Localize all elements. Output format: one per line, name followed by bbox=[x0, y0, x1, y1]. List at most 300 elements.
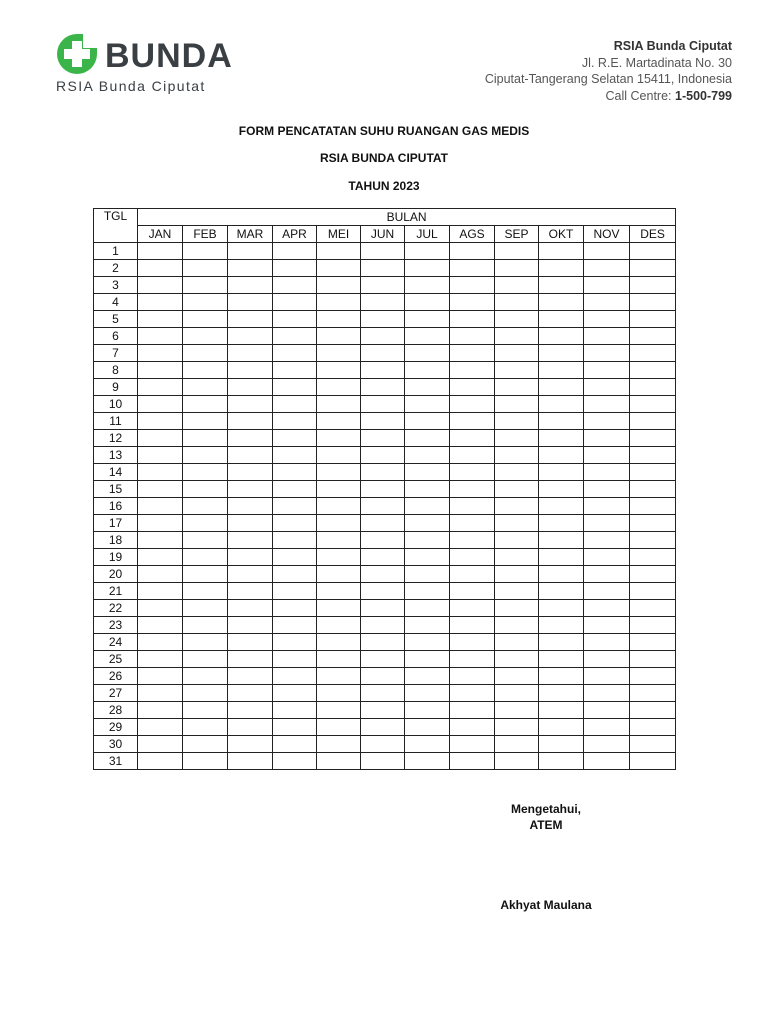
temperature-entry-cell[interactable] bbox=[405, 600, 450, 617]
temperature-entry-cell[interactable] bbox=[273, 566, 317, 583]
temperature-entry-cell[interactable] bbox=[361, 294, 405, 311]
temperature-entry-cell[interactable] bbox=[495, 396, 539, 413]
temperature-entry-cell[interactable] bbox=[450, 328, 495, 345]
temperature-entry-cell[interactable] bbox=[183, 396, 228, 413]
temperature-entry-cell[interactable] bbox=[138, 481, 183, 498]
temperature-entry-cell[interactable] bbox=[317, 583, 361, 600]
temperature-entry-cell[interactable] bbox=[584, 311, 630, 328]
temperature-entry-cell[interactable] bbox=[539, 396, 584, 413]
temperature-entry-cell[interactable] bbox=[138, 685, 183, 702]
temperature-entry-cell[interactable] bbox=[630, 345, 676, 362]
temperature-entry-cell[interactable] bbox=[361, 260, 405, 277]
temperature-entry-cell[interactable] bbox=[138, 702, 183, 719]
temperature-entry-cell[interactable] bbox=[273, 617, 317, 634]
temperature-entry-cell[interactable] bbox=[183, 753, 228, 770]
temperature-entry-cell[interactable] bbox=[183, 243, 228, 260]
temperature-entry-cell[interactable] bbox=[317, 396, 361, 413]
temperature-entry-cell[interactable] bbox=[361, 532, 405, 549]
temperature-entry-cell[interactable] bbox=[495, 753, 539, 770]
temperature-entry-cell[interactable] bbox=[495, 634, 539, 651]
temperature-entry-cell[interactable] bbox=[405, 464, 450, 481]
temperature-entry-cell[interactable] bbox=[584, 719, 630, 736]
temperature-entry-cell[interactable] bbox=[361, 685, 405, 702]
temperature-entry-cell[interactable] bbox=[273, 311, 317, 328]
temperature-entry-cell[interactable] bbox=[138, 549, 183, 566]
temperature-entry-cell[interactable] bbox=[539, 600, 584, 617]
temperature-entry-cell[interactable] bbox=[183, 532, 228, 549]
temperature-entry-cell[interactable] bbox=[317, 753, 361, 770]
temperature-entry-cell[interactable] bbox=[361, 634, 405, 651]
temperature-entry-cell[interactable] bbox=[539, 617, 584, 634]
temperature-entry-cell[interactable] bbox=[584, 702, 630, 719]
temperature-entry-cell[interactable] bbox=[361, 362, 405, 379]
temperature-entry-cell[interactable] bbox=[495, 328, 539, 345]
temperature-entry-cell[interactable] bbox=[450, 515, 495, 532]
temperature-entry-cell[interactable] bbox=[317, 413, 361, 430]
temperature-entry-cell[interactable] bbox=[317, 702, 361, 719]
temperature-entry-cell[interactable] bbox=[317, 430, 361, 447]
temperature-entry-cell[interactable] bbox=[584, 464, 630, 481]
temperature-entry-cell[interactable] bbox=[630, 362, 676, 379]
temperature-entry-cell[interactable] bbox=[539, 345, 584, 362]
temperature-entry-cell[interactable] bbox=[539, 532, 584, 549]
temperature-entry-cell[interactable] bbox=[450, 668, 495, 685]
temperature-entry-cell[interactable] bbox=[138, 719, 183, 736]
temperature-entry-cell[interactable] bbox=[495, 651, 539, 668]
temperature-entry-cell[interactable] bbox=[138, 634, 183, 651]
temperature-entry-cell[interactable] bbox=[138, 566, 183, 583]
temperature-entry-cell[interactable] bbox=[584, 685, 630, 702]
temperature-entry-cell[interactable] bbox=[539, 702, 584, 719]
temperature-entry-cell[interactable] bbox=[630, 668, 676, 685]
temperature-entry-cell[interactable] bbox=[138, 379, 183, 396]
temperature-entry-cell[interactable] bbox=[138, 617, 183, 634]
temperature-entry-cell[interactable] bbox=[273, 583, 317, 600]
temperature-entry-cell[interactable] bbox=[495, 430, 539, 447]
temperature-entry-cell[interactable] bbox=[228, 600, 273, 617]
temperature-entry-cell[interactable] bbox=[138, 736, 183, 753]
temperature-entry-cell[interactable] bbox=[450, 566, 495, 583]
temperature-entry-cell[interactable] bbox=[584, 413, 630, 430]
temperature-entry-cell[interactable] bbox=[183, 430, 228, 447]
temperature-entry-cell[interactable] bbox=[183, 583, 228, 600]
temperature-entry-cell[interactable] bbox=[539, 685, 584, 702]
temperature-entry-cell[interactable] bbox=[138, 362, 183, 379]
temperature-entry-cell[interactable] bbox=[630, 294, 676, 311]
temperature-entry-cell[interactable] bbox=[495, 243, 539, 260]
temperature-entry-cell[interactable] bbox=[405, 651, 450, 668]
temperature-entry-cell[interactable] bbox=[539, 634, 584, 651]
temperature-entry-cell[interactable] bbox=[183, 362, 228, 379]
temperature-entry-cell[interactable] bbox=[405, 515, 450, 532]
temperature-entry-cell[interactable] bbox=[183, 685, 228, 702]
temperature-entry-cell[interactable] bbox=[495, 600, 539, 617]
temperature-entry-cell[interactable] bbox=[273, 532, 317, 549]
temperature-entry-cell[interactable] bbox=[273, 498, 317, 515]
temperature-entry-cell[interactable] bbox=[361, 719, 405, 736]
temperature-entry-cell[interactable] bbox=[450, 685, 495, 702]
temperature-entry-cell[interactable] bbox=[138, 328, 183, 345]
temperature-entry-cell[interactable] bbox=[228, 515, 273, 532]
temperature-entry-cell[interactable] bbox=[317, 260, 361, 277]
temperature-entry-cell[interactable] bbox=[630, 549, 676, 566]
temperature-entry-cell[interactable] bbox=[138, 413, 183, 430]
temperature-entry-cell[interactable] bbox=[183, 736, 228, 753]
temperature-entry-cell[interactable] bbox=[539, 464, 584, 481]
temperature-entry-cell[interactable] bbox=[405, 362, 450, 379]
temperature-entry-cell[interactable] bbox=[405, 532, 450, 549]
temperature-entry-cell[interactable] bbox=[228, 311, 273, 328]
temperature-entry-cell[interactable] bbox=[273, 668, 317, 685]
temperature-entry-cell[interactable] bbox=[584, 277, 630, 294]
temperature-entry-cell[interactable] bbox=[584, 736, 630, 753]
temperature-entry-cell[interactable] bbox=[495, 736, 539, 753]
temperature-entry-cell[interactable] bbox=[317, 566, 361, 583]
temperature-entry-cell[interactable] bbox=[228, 328, 273, 345]
temperature-entry-cell[interactable] bbox=[450, 430, 495, 447]
temperature-entry-cell[interactable] bbox=[539, 311, 584, 328]
temperature-entry-cell[interactable] bbox=[228, 566, 273, 583]
temperature-entry-cell[interactable] bbox=[228, 685, 273, 702]
temperature-entry-cell[interactable] bbox=[584, 498, 630, 515]
temperature-entry-cell[interactable] bbox=[630, 328, 676, 345]
temperature-entry-cell[interactable] bbox=[405, 753, 450, 770]
temperature-entry-cell[interactable] bbox=[361, 736, 405, 753]
temperature-entry-cell[interactable] bbox=[317, 311, 361, 328]
temperature-entry-cell[interactable] bbox=[183, 345, 228, 362]
temperature-entry-cell[interactable] bbox=[138, 277, 183, 294]
temperature-entry-cell[interactable] bbox=[361, 566, 405, 583]
temperature-entry-cell[interactable] bbox=[405, 617, 450, 634]
temperature-entry-cell[interactable] bbox=[630, 311, 676, 328]
temperature-entry-cell[interactable] bbox=[228, 294, 273, 311]
temperature-entry-cell[interactable] bbox=[228, 498, 273, 515]
temperature-entry-cell[interactable] bbox=[361, 668, 405, 685]
temperature-entry-cell[interactable] bbox=[273, 549, 317, 566]
temperature-entry-cell[interactable] bbox=[495, 719, 539, 736]
temperature-entry-cell[interactable] bbox=[584, 328, 630, 345]
temperature-entry-cell[interactable] bbox=[273, 294, 317, 311]
temperature-entry-cell[interactable] bbox=[539, 260, 584, 277]
temperature-entry-cell[interactable] bbox=[317, 447, 361, 464]
temperature-entry-cell[interactable] bbox=[273, 260, 317, 277]
temperature-entry-cell[interactable] bbox=[630, 277, 676, 294]
temperature-entry-cell[interactable] bbox=[405, 634, 450, 651]
temperature-entry-cell[interactable] bbox=[450, 362, 495, 379]
temperature-entry-cell[interactable] bbox=[539, 277, 584, 294]
temperature-entry-cell[interactable] bbox=[228, 719, 273, 736]
temperature-entry-cell[interactable] bbox=[183, 651, 228, 668]
temperature-entry-cell[interactable] bbox=[317, 294, 361, 311]
temperature-entry-cell[interactable] bbox=[273, 719, 317, 736]
temperature-entry-cell[interactable] bbox=[405, 294, 450, 311]
temperature-entry-cell[interactable] bbox=[584, 753, 630, 770]
temperature-entry-cell[interactable] bbox=[228, 481, 273, 498]
temperature-entry-cell[interactable] bbox=[228, 362, 273, 379]
temperature-entry-cell[interactable] bbox=[450, 532, 495, 549]
temperature-entry-cell[interactable] bbox=[361, 430, 405, 447]
temperature-entry-cell[interactable] bbox=[630, 532, 676, 549]
temperature-entry-cell[interactable] bbox=[183, 464, 228, 481]
temperature-entry-cell[interactable] bbox=[450, 498, 495, 515]
temperature-entry-cell[interactable] bbox=[228, 617, 273, 634]
temperature-entry-cell[interactable] bbox=[584, 447, 630, 464]
temperature-entry-cell[interactable] bbox=[361, 549, 405, 566]
temperature-entry-cell[interactable] bbox=[138, 243, 183, 260]
temperature-entry-cell[interactable] bbox=[361, 702, 405, 719]
temperature-entry-cell[interactable] bbox=[361, 515, 405, 532]
temperature-entry-cell[interactable] bbox=[138, 311, 183, 328]
temperature-entry-cell[interactable] bbox=[317, 617, 361, 634]
temperature-entry-cell[interactable] bbox=[273, 413, 317, 430]
temperature-entry-cell[interactable] bbox=[584, 260, 630, 277]
temperature-entry-cell[interactable] bbox=[361, 243, 405, 260]
temperature-entry-cell[interactable] bbox=[405, 379, 450, 396]
temperature-entry-cell[interactable] bbox=[183, 481, 228, 498]
temperature-entry-cell[interactable] bbox=[450, 481, 495, 498]
temperature-entry-cell[interactable] bbox=[273, 379, 317, 396]
temperature-entry-cell[interactable] bbox=[450, 260, 495, 277]
temperature-entry-cell[interactable] bbox=[317, 362, 361, 379]
temperature-entry-cell[interactable] bbox=[450, 702, 495, 719]
temperature-entry-cell[interactable] bbox=[228, 651, 273, 668]
temperature-entry-cell[interactable] bbox=[450, 243, 495, 260]
temperature-entry-cell[interactable] bbox=[273, 447, 317, 464]
temperature-entry-cell[interactable] bbox=[450, 600, 495, 617]
temperature-entry-cell[interactable] bbox=[539, 736, 584, 753]
temperature-entry-cell[interactable] bbox=[495, 498, 539, 515]
temperature-entry-cell[interactable] bbox=[405, 566, 450, 583]
temperature-entry-cell[interactable] bbox=[183, 668, 228, 685]
temperature-entry-cell[interactable] bbox=[183, 600, 228, 617]
temperature-entry-cell[interactable] bbox=[228, 396, 273, 413]
temperature-entry-cell[interactable] bbox=[584, 651, 630, 668]
temperature-entry-cell[interactable] bbox=[183, 311, 228, 328]
temperature-entry-cell[interactable] bbox=[138, 294, 183, 311]
temperature-entry-cell[interactable] bbox=[405, 668, 450, 685]
temperature-entry-cell[interactable] bbox=[450, 294, 495, 311]
temperature-entry-cell[interactable] bbox=[405, 413, 450, 430]
temperature-entry-cell[interactable] bbox=[228, 753, 273, 770]
temperature-entry-cell[interactable] bbox=[228, 583, 273, 600]
temperature-entry-cell[interactable] bbox=[584, 515, 630, 532]
temperature-entry-cell[interactable] bbox=[273, 464, 317, 481]
temperature-entry-cell[interactable] bbox=[450, 396, 495, 413]
temperature-entry-cell[interactable] bbox=[584, 345, 630, 362]
temperature-entry-cell[interactable] bbox=[495, 311, 539, 328]
temperature-entry-cell[interactable] bbox=[495, 379, 539, 396]
temperature-entry-cell[interactable] bbox=[450, 379, 495, 396]
temperature-entry-cell[interactable] bbox=[138, 345, 183, 362]
temperature-entry-cell[interactable] bbox=[539, 668, 584, 685]
temperature-entry-cell[interactable] bbox=[450, 634, 495, 651]
temperature-entry-cell[interactable] bbox=[495, 668, 539, 685]
temperature-entry-cell[interactable] bbox=[450, 277, 495, 294]
temperature-entry-cell[interactable] bbox=[273, 600, 317, 617]
temperature-entry-cell[interactable] bbox=[630, 396, 676, 413]
temperature-entry-cell[interactable] bbox=[361, 328, 405, 345]
temperature-entry-cell[interactable] bbox=[450, 345, 495, 362]
temperature-entry-cell[interactable] bbox=[405, 736, 450, 753]
temperature-entry-cell[interactable] bbox=[138, 447, 183, 464]
temperature-entry-cell[interactable] bbox=[138, 260, 183, 277]
temperature-entry-cell[interactable] bbox=[273, 328, 317, 345]
temperature-entry-cell[interactable] bbox=[183, 634, 228, 651]
temperature-entry-cell[interactable] bbox=[495, 515, 539, 532]
temperature-entry-cell[interactable] bbox=[584, 362, 630, 379]
temperature-entry-cell[interactable] bbox=[495, 481, 539, 498]
temperature-entry-cell[interactable] bbox=[228, 243, 273, 260]
temperature-entry-cell[interactable] bbox=[405, 328, 450, 345]
temperature-entry-cell[interactable] bbox=[450, 719, 495, 736]
temperature-entry-cell[interactable] bbox=[630, 379, 676, 396]
temperature-entry-cell[interactable] bbox=[183, 328, 228, 345]
temperature-entry-cell[interactable] bbox=[317, 345, 361, 362]
temperature-entry-cell[interactable] bbox=[584, 583, 630, 600]
temperature-entry-cell[interactable] bbox=[138, 464, 183, 481]
temperature-entry-cell[interactable] bbox=[630, 753, 676, 770]
temperature-entry-cell[interactable] bbox=[584, 600, 630, 617]
temperature-entry-cell[interactable] bbox=[228, 549, 273, 566]
temperature-entry-cell[interactable] bbox=[405, 549, 450, 566]
temperature-entry-cell[interactable] bbox=[584, 379, 630, 396]
temperature-entry-cell[interactable] bbox=[584, 243, 630, 260]
temperature-entry-cell[interactable] bbox=[495, 413, 539, 430]
temperature-entry-cell[interactable] bbox=[183, 413, 228, 430]
temperature-entry-cell[interactable] bbox=[273, 362, 317, 379]
temperature-entry-cell[interactable] bbox=[630, 651, 676, 668]
temperature-entry-cell[interactable] bbox=[630, 413, 676, 430]
temperature-entry-cell[interactable] bbox=[138, 498, 183, 515]
temperature-entry-cell[interactable] bbox=[317, 668, 361, 685]
temperature-entry-cell[interactable] bbox=[539, 413, 584, 430]
temperature-entry-cell[interactable] bbox=[495, 583, 539, 600]
temperature-entry-cell[interactable] bbox=[630, 600, 676, 617]
temperature-entry-cell[interactable] bbox=[138, 532, 183, 549]
temperature-entry-cell[interactable] bbox=[584, 634, 630, 651]
temperature-entry-cell[interactable] bbox=[273, 345, 317, 362]
temperature-entry-cell[interactable] bbox=[584, 532, 630, 549]
temperature-entry-cell[interactable] bbox=[228, 260, 273, 277]
temperature-entry-cell[interactable] bbox=[361, 600, 405, 617]
temperature-entry-cell[interactable] bbox=[138, 668, 183, 685]
temperature-entry-cell[interactable] bbox=[450, 651, 495, 668]
temperature-entry-cell[interactable] bbox=[273, 430, 317, 447]
temperature-entry-cell[interactable] bbox=[450, 549, 495, 566]
temperature-entry-cell[interactable] bbox=[495, 566, 539, 583]
temperature-entry-cell[interactable] bbox=[228, 532, 273, 549]
temperature-entry-cell[interactable] bbox=[273, 515, 317, 532]
temperature-entry-cell[interactable] bbox=[405, 243, 450, 260]
temperature-entry-cell[interactable] bbox=[630, 634, 676, 651]
temperature-entry-cell[interactable] bbox=[361, 753, 405, 770]
temperature-entry-cell[interactable] bbox=[630, 617, 676, 634]
temperature-entry-cell[interactable] bbox=[317, 243, 361, 260]
temperature-entry-cell[interactable] bbox=[138, 583, 183, 600]
temperature-entry-cell[interactable] bbox=[539, 362, 584, 379]
temperature-entry-cell[interactable] bbox=[539, 719, 584, 736]
temperature-entry-cell[interactable] bbox=[183, 447, 228, 464]
temperature-entry-cell[interactable] bbox=[361, 345, 405, 362]
temperature-entry-cell[interactable] bbox=[495, 464, 539, 481]
temperature-entry-cell[interactable] bbox=[228, 430, 273, 447]
temperature-entry-cell[interactable] bbox=[361, 311, 405, 328]
temperature-entry-cell[interactable] bbox=[317, 685, 361, 702]
temperature-entry-cell[interactable] bbox=[183, 515, 228, 532]
temperature-entry-cell[interactable] bbox=[183, 702, 228, 719]
temperature-entry-cell[interactable] bbox=[317, 277, 361, 294]
temperature-entry-cell[interactable] bbox=[317, 651, 361, 668]
temperature-entry-cell[interactable] bbox=[630, 719, 676, 736]
temperature-entry-cell[interactable] bbox=[495, 685, 539, 702]
temperature-entry-cell[interactable] bbox=[138, 651, 183, 668]
temperature-entry-cell[interactable] bbox=[273, 753, 317, 770]
temperature-entry-cell[interactable] bbox=[183, 260, 228, 277]
temperature-entry-cell[interactable] bbox=[584, 294, 630, 311]
temperature-entry-cell[interactable] bbox=[539, 328, 584, 345]
temperature-entry-cell[interactable] bbox=[495, 532, 539, 549]
temperature-entry-cell[interactable] bbox=[405, 481, 450, 498]
temperature-entry-cell[interactable] bbox=[630, 736, 676, 753]
temperature-entry-cell[interactable] bbox=[630, 583, 676, 600]
temperature-entry-cell[interactable] bbox=[450, 447, 495, 464]
temperature-entry-cell[interactable] bbox=[405, 719, 450, 736]
temperature-entry-cell[interactable] bbox=[495, 702, 539, 719]
temperature-entry-cell[interactable] bbox=[183, 617, 228, 634]
temperature-entry-cell[interactable] bbox=[405, 430, 450, 447]
temperature-entry-cell[interactable] bbox=[317, 464, 361, 481]
temperature-entry-cell[interactable] bbox=[630, 481, 676, 498]
temperature-entry-cell[interactable] bbox=[630, 566, 676, 583]
temperature-entry-cell[interactable] bbox=[228, 277, 273, 294]
temperature-entry-cell[interactable] bbox=[405, 260, 450, 277]
temperature-entry-cell[interactable] bbox=[405, 498, 450, 515]
temperature-entry-cell[interactable] bbox=[317, 515, 361, 532]
temperature-entry-cell[interactable] bbox=[584, 430, 630, 447]
temperature-entry-cell[interactable] bbox=[539, 549, 584, 566]
temperature-entry-cell[interactable] bbox=[361, 277, 405, 294]
temperature-entry-cell[interactable] bbox=[450, 753, 495, 770]
temperature-entry-cell[interactable] bbox=[584, 481, 630, 498]
temperature-entry-cell[interactable] bbox=[273, 481, 317, 498]
temperature-entry-cell[interactable] bbox=[495, 260, 539, 277]
temperature-entry-cell[interactable] bbox=[495, 277, 539, 294]
temperature-entry-cell[interactable] bbox=[495, 617, 539, 634]
temperature-entry-cell[interactable] bbox=[317, 379, 361, 396]
temperature-entry-cell[interactable] bbox=[630, 464, 676, 481]
temperature-entry-cell[interactable] bbox=[317, 736, 361, 753]
temperature-entry-cell[interactable] bbox=[228, 379, 273, 396]
temperature-entry-cell[interactable] bbox=[138, 600, 183, 617]
temperature-entry-cell[interactable] bbox=[450, 583, 495, 600]
temperature-entry-cell[interactable] bbox=[539, 430, 584, 447]
temperature-entry-cell[interactable] bbox=[630, 498, 676, 515]
temperature-entry-cell[interactable] bbox=[183, 719, 228, 736]
temperature-entry-cell[interactable] bbox=[630, 702, 676, 719]
temperature-entry-cell[interactable] bbox=[539, 753, 584, 770]
temperature-entry-cell[interactable] bbox=[539, 515, 584, 532]
temperature-entry-cell[interactable] bbox=[495, 447, 539, 464]
temperature-entry-cell[interactable] bbox=[539, 566, 584, 583]
temperature-entry-cell[interactable] bbox=[495, 362, 539, 379]
temperature-entry-cell[interactable] bbox=[317, 634, 361, 651]
temperature-entry-cell[interactable] bbox=[539, 294, 584, 311]
temperature-entry-cell[interactable] bbox=[405, 396, 450, 413]
temperature-entry-cell[interactable] bbox=[539, 447, 584, 464]
temperature-entry-cell[interactable] bbox=[361, 464, 405, 481]
temperature-entry-cell[interactable] bbox=[539, 379, 584, 396]
temperature-entry-cell[interactable] bbox=[405, 583, 450, 600]
